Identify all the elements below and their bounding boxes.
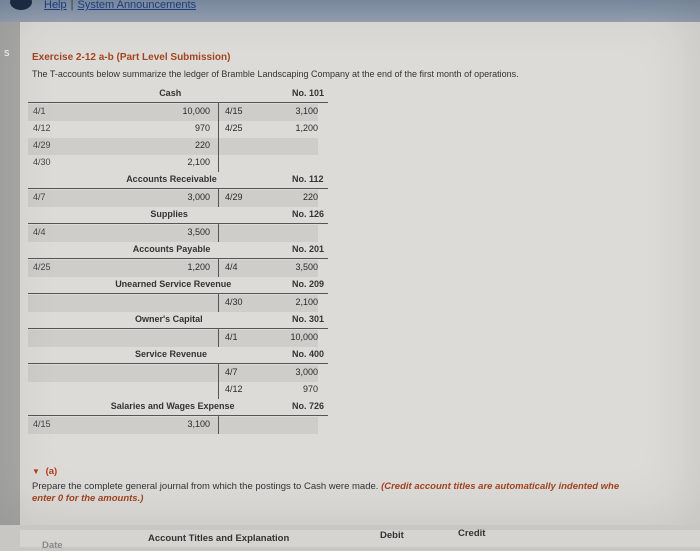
- debit-amount: 3,100: [187, 419, 210, 429]
- account-titles-column-header: Account Titles and Explanation: [148, 533, 290, 544]
- credit-amount: 220: [302, 192, 318, 202]
- debit-date: 4/29: [33, 140, 51, 150]
- t-account-row: [28, 155, 318, 172]
- credit-date: 4/25: [225, 123, 243, 133]
- t-account-row: [28, 104, 318, 121]
- exercise-description: The T-accounts below summarize the ledger of Bramble Landscaping Company at the end of the first month of operations.: [32, 69, 519, 79]
- credit-amount: 2,100: [295, 297, 318, 307]
- indent-note: (Credit account titles are automatically indented whe: [381, 481, 620, 492]
- gutter-marker: s: [4, 47, 10, 59]
- t-account-rule: [28, 363, 328, 364]
- part-a-instructions: [32, 481, 700, 505]
- account-title: Service Revenue: [135, 349, 208, 359]
- t-account-row: [28, 382, 318, 399]
- t-account-row: [28, 330, 318, 347]
- account-number: No. 301: [292, 314, 325, 324]
- credit-amount: 1,200: [295, 123, 318, 133]
- debit-amount: 10,000: [182, 106, 210, 116]
- t-account-divider: [218, 258, 219, 277]
- logo-icon: [10, 0, 32, 10]
- t-account-divider: [218, 223, 219, 242]
- t-account-rule: [28, 415, 328, 416]
- credit-amount: 3,100: [295, 106, 318, 116]
- t-account-rule: [28, 102, 328, 103]
- account-number: No. 209: [292, 279, 325, 289]
- exercise-title: Exercise 2-12 a-b (Part Level Submission): [32, 52, 231, 63]
- account-number: No. 126: [292, 209, 325, 219]
- credit-date: 4/30: [225, 297, 243, 307]
- t-account-rule: [28, 258, 328, 259]
- debit-amount: 2,100: [187, 157, 210, 167]
- account-number: No. 726: [292, 401, 325, 411]
- credit-date: 4/12: [225, 384, 243, 394]
- collapse-triangle-icon[interactable]: ▼: [32, 467, 40, 476]
- debit-amount: 1,200: [187, 262, 210, 272]
- credit-amount: 10,000: [290, 332, 318, 342]
- t-account-divider: [218, 102, 219, 172]
- t-account-row: [28, 417, 318, 434]
- t-account-rule: [28, 223, 328, 224]
- debit-date: 4/25: [33, 262, 51, 272]
- t-account-rule: [28, 188, 328, 189]
- account-title: Unearned Service Revenue: [115, 279, 232, 289]
- debit-amount: 3,000: [187, 192, 210, 202]
- part-a-label: (a): [45, 466, 58, 477]
- help-link[interactable]: Help: [44, 0, 67, 11]
- left-gutter: [0, 22, 20, 525]
- t-account-rule: [28, 328, 328, 329]
- credit-amount: 970: [302, 384, 318, 394]
- part-a-section: [32, 466, 700, 505]
- top-nav: [44, 0, 196, 11]
- instruction-text: Prepare the complete general journal from which the postings to Cash were made.: [32, 481, 379, 492]
- credit-date: 4/15: [225, 106, 243, 116]
- date-column-header: Date: [42, 540, 63, 551]
- t-account-row: [28, 121, 318, 138]
- account-number: No. 201: [292, 244, 325, 254]
- account-number: No. 112: [292, 174, 324, 184]
- t-account-row: [28, 225, 318, 242]
- debit-date: 4/30: [33, 157, 51, 167]
- account-title: Cash: [159, 88, 182, 98]
- debit-date: 4/12: [33, 123, 51, 133]
- system-announcements-link[interactable]: System Announcements: [77, 0, 197, 11]
- t-account-divider: [218, 328, 219, 347]
- credit-amount: 3,500: [295, 262, 318, 272]
- t-account-row: [28, 260, 318, 277]
- t-account-row: [28, 138, 318, 155]
- debit-amount: 220: [194, 140, 210, 150]
- t-account-row: [28, 295, 318, 312]
- debit-amount: 970: [194, 123, 210, 133]
- account-title: Supplies: [150, 209, 188, 219]
- account-number: No. 101: [292, 88, 325, 98]
- account-title: Accounts Receivable: [126, 174, 217, 184]
- credit-date: 4/7: [225, 367, 238, 377]
- t-account-row: [28, 190, 318, 207]
- debit-date: 4/15: [33, 419, 51, 429]
- t-account-row: [28, 365, 318, 382]
- account-title: Accounts Payable: [132, 244, 211, 254]
- credit-date: 4/1: [225, 332, 238, 342]
- content-panel: [20, 22, 700, 551]
- debit-date: 4/1: [33, 106, 46, 116]
- t-account-divider: [218, 188, 219, 207]
- t-account-divider: [218, 363, 219, 399]
- credit-column-header: Credit: [458, 528, 486, 539]
- top-bar: [0, 0, 700, 22]
- debit-date: 4/4: [33, 227, 46, 237]
- debit-date: 4/7: [33, 192, 46, 202]
- credit-amount: 3,000: [295, 367, 318, 377]
- credit-date: 4/4: [225, 262, 238, 272]
- account-number: No. 400: [292, 349, 325, 359]
- nav-separator: |: [70, 0, 74, 11]
- amount-note: enter 0 for the amounts.): [32, 493, 144, 504]
- t-account-divider: [218, 415, 219, 434]
- account-title: Salaries and Wages Expense: [110, 401, 235, 411]
- t-account-rule: [28, 293, 328, 294]
- journal-header: [20, 528, 700, 551]
- credit-date: 4/29: [225, 192, 243, 202]
- account-title: Owner's Capital: [135, 314, 203, 324]
- debit-column-header: Debit: [380, 530, 404, 541]
- t-account-divider: [218, 293, 219, 312]
- debit-amount: 3,500: [187, 227, 210, 237]
